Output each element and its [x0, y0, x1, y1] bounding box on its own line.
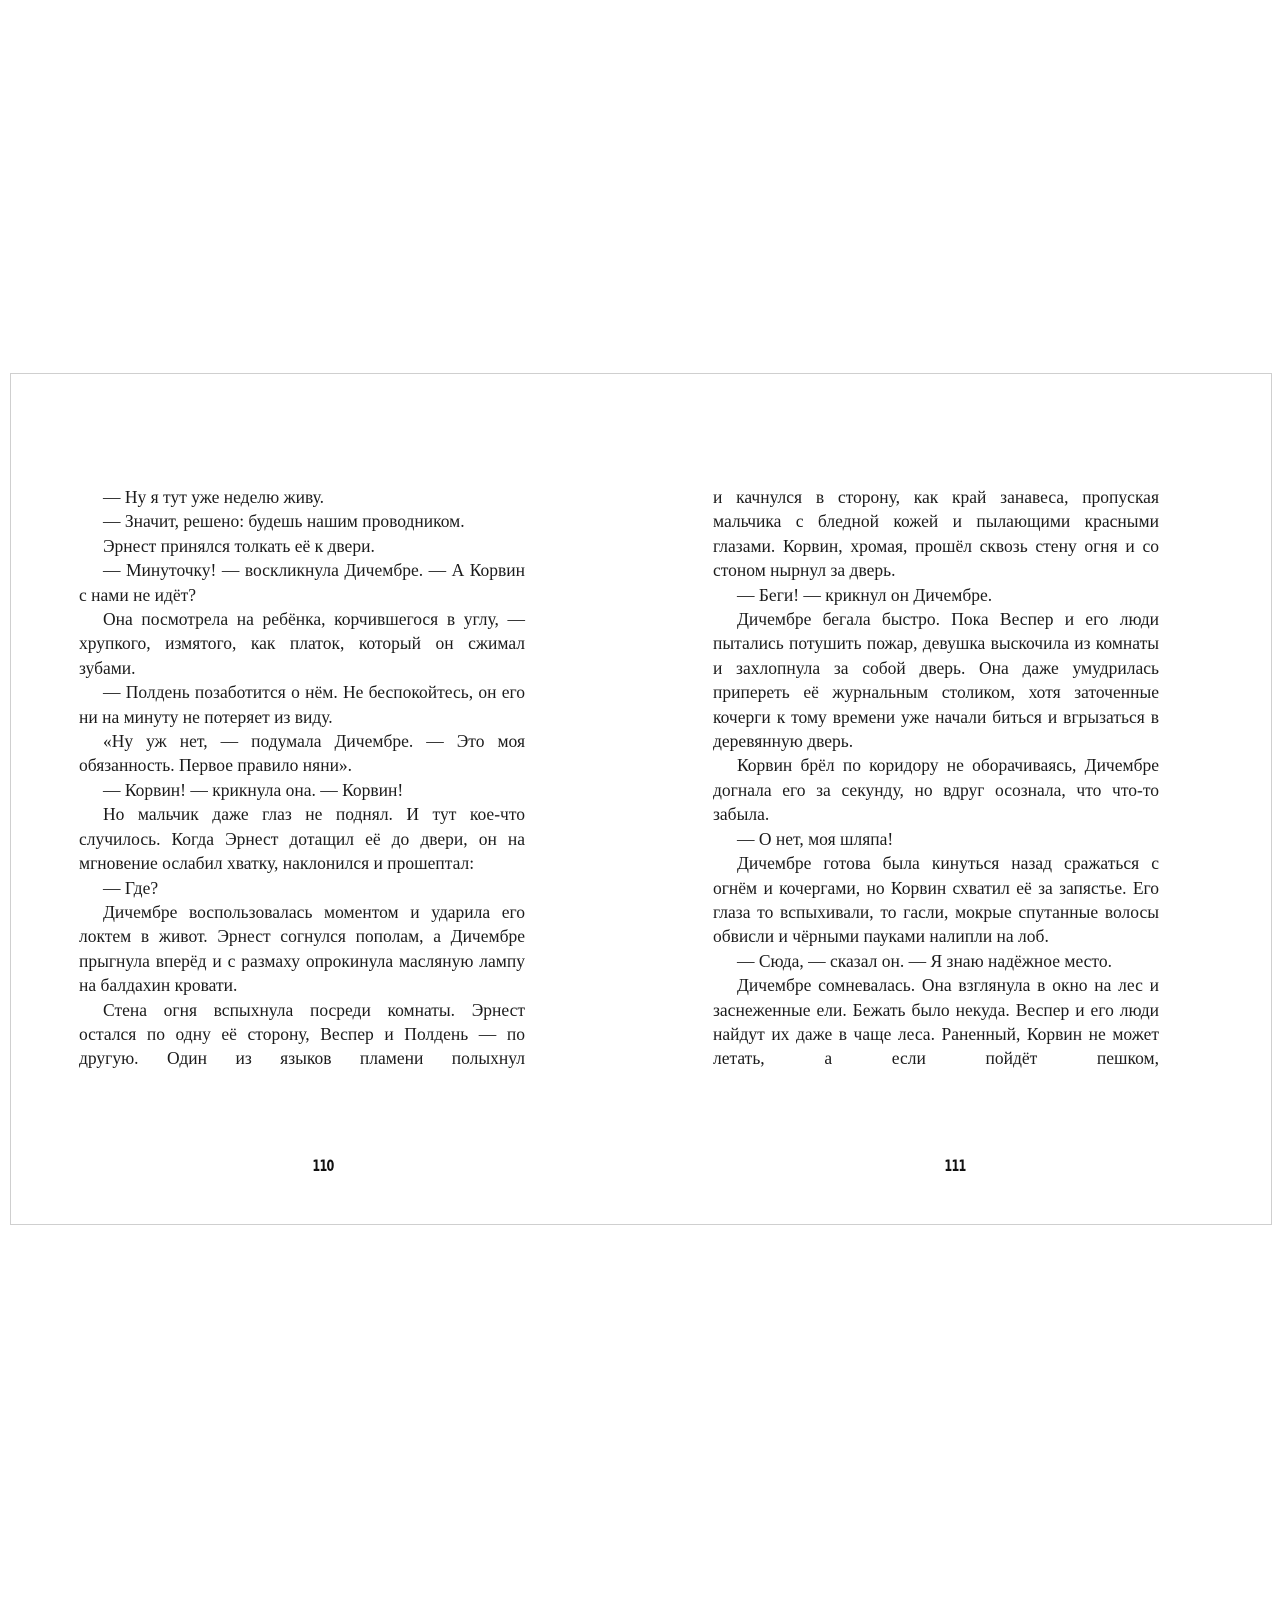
left-page-text [79, 485, 525, 1071]
paragraph: Корвин брёл по коридору не оборачиваясь, Дичембре догнала его за секунду, но вдруг осознала, что что-то забыла. [713, 755, 1159, 825]
paragraph: Она посмотрела на ребёнка, корчившегося в углу, — хрупкого, измятого, как платок, который он сжимал зубами. [79, 609, 525, 678]
paragraph: и качнулся в сторону, как край занавеса, пропуская мальчика с бледной кожей и пылающими красными глазами. Корвин, хромая, прошёл сквозь стену огня и со стоном нырнул за дверь. [713, 487, 1159, 581]
paragraph: — О нет, моя шляпа! [737, 828, 894, 849]
paragraph: Дичембре воспользовалась моментом и ударила его локтем в живот. Эрнест согнулся пополам, а Дичембре прыгнула вперёд и с размаху опрокинула масляную лампу на балдахин кровати. [79, 901, 525, 996]
paragraph: — Корвин! — крикнула она. — Корвин! [103, 779, 404, 800]
paragraph: Дичембре сомневалась. Она взглянула в окно на лес и заснеженные ели. Бежать было некуда. Веспер и его люди найдут их даже в чаще леса. Раненный, Корвин не может летать, а если пойдёт пешком, [713, 975, 1159, 1069]
left-page [79, 485, 525, 1071]
paragraph: — Ну я тут уже неделю живу. [103, 487, 325, 507]
paragraph: — Беги! — крикнул он Дичембре. [737, 584, 993, 605]
paragraph: — Где? [103, 877, 159, 898]
paragraph: Эрнест принялся толкать её к двери. [103, 535, 375, 556]
paragraph: — Полдень позаботится о нём. Не беспокойтесь, он его ни на минуту не потеряет из виду. [79, 682, 525, 727]
paragraph: «Ну уж нет, — подумала Дичембре. — Это моя обязанность. Первое правило няни». [79, 731, 525, 776]
paragraph: — Значит, решено: будешь нашим проводником. [103, 511, 465, 532]
right-page-text [713, 485, 1159, 1071]
right-page [713, 485, 1159, 1071]
paragraph: — Минуточку! — воскликнула Дичембре. — А Корвин с нами не идёт? [79, 560, 525, 605]
paragraph: Но мальчик даже глаз не поднял. И тут кое-что случилось. Когда Эрнест дотащил её до двери, он на мгновение ослабил хватку, наклонился и прошептал: [79, 804, 525, 874]
paragraph: Дичембре бегала быстро. Пока Веспер и его люди пытались потушить пожар, девушка выскочила из комнаты и захлопнула за собой дверь. Она даже умудрилась припереть её журнальным столиком, хотя заточенные кочерги к тому времени уже начали биться и вгрызаться в деревянную дверь. [713, 609, 1159, 752]
page-number-left: 110 [312, 1156, 334, 1175]
paragraph: Дичембре готова была кинуться назад сражаться с огнём и кочергами, но Корвин схватил её за запястье. Его глаза то вспыхивали, то гасли, мокрые спутанные волосы обвисли и чёрными пауками налипли на лоб. [713, 853, 1159, 947]
page-number-right: 111 [944, 1156, 966, 1175]
paragraph: — Сюда, — сказал он. — Я знаю надёжное место. [737, 950, 1112, 971]
paragraph: Стена огня вспыхнула посреди комнаты. Эрнест остался по одну её сторону, Веспер и Полдень — по другую. Один из языков пламени полыхнул [79, 999, 525, 1069]
